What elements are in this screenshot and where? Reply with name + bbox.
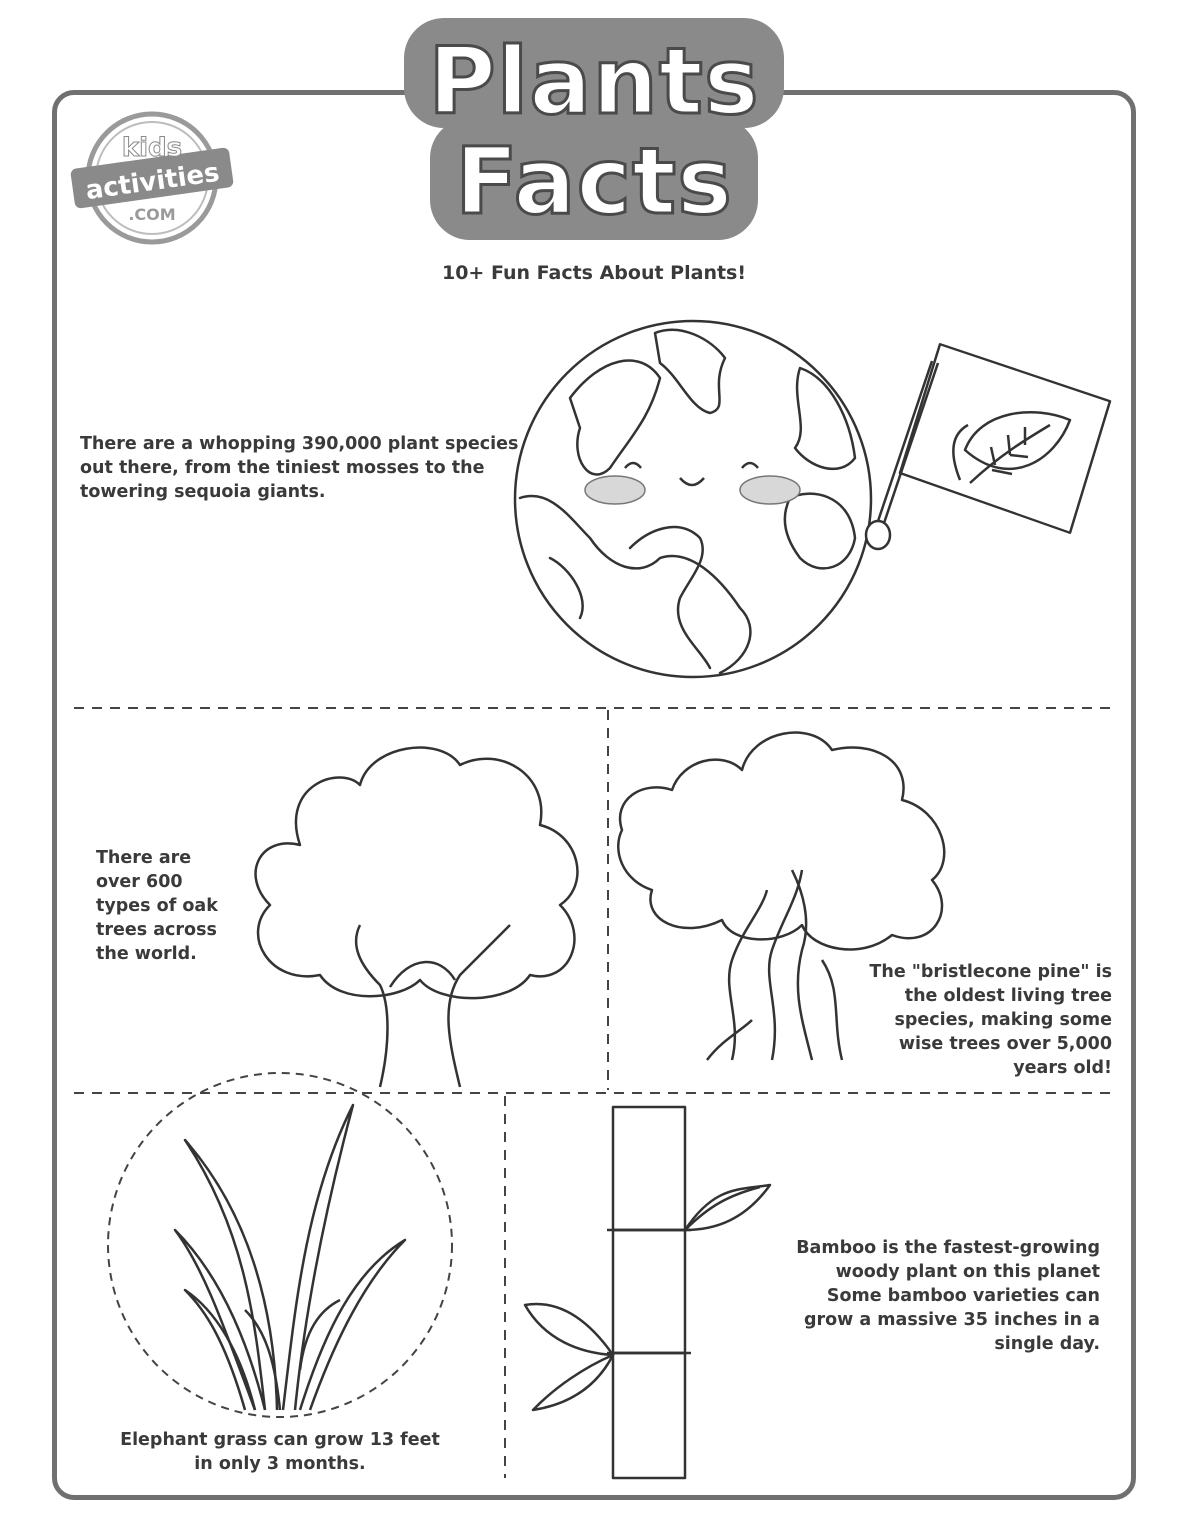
fact-elephant-grass: Elephant grass can grow 13 feet in only 3 months.	[120, 1430, 440, 1474]
logo-text-com: .COM	[128, 205, 176, 224]
page-title-line-1: Plants	[428, 28, 760, 135]
elephant-grass-icon	[105, 1070, 455, 1420]
oak-tree-icon	[240, 725, 600, 1087]
bamboo-icon	[525, 1105, 775, 1485]
earth-icon	[510, 318, 880, 688]
fact-bamboo: Bamboo is the fastest-growing woody plant on this planet Some bamboo varieties can grow a massive 35 inches in a single day.	[796, 1238, 1100, 1354]
fact-bristlecone-pine: The "bristlecone pine" is the oldest living tree species, making some wise trees over 5,000 years old!	[869, 962, 1112, 1078]
page-subtitle: 10+ Fun Facts About Plants!	[441, 262, 747, 284]
fact-plant-species: There are a whopping 390,000 plant species out there, from the tiniest mosses to the towering sequoia giants.	[80, 434, 519, 502]
flag-icon	[860, 355, 1120, 555]
logo-text-kids: kids	[121, 133, 183, 163]
fact-oak-trees: There are over 600 types of oak trees across the world.	[96, 848, 218, 964]
logo-text-activities: activities	[83, 157, 222, 207]
bristlecone-pine-icon	[612, 720, 962, 1070]
page-title-line-2: Facts	[455, 128, 733, 235]
